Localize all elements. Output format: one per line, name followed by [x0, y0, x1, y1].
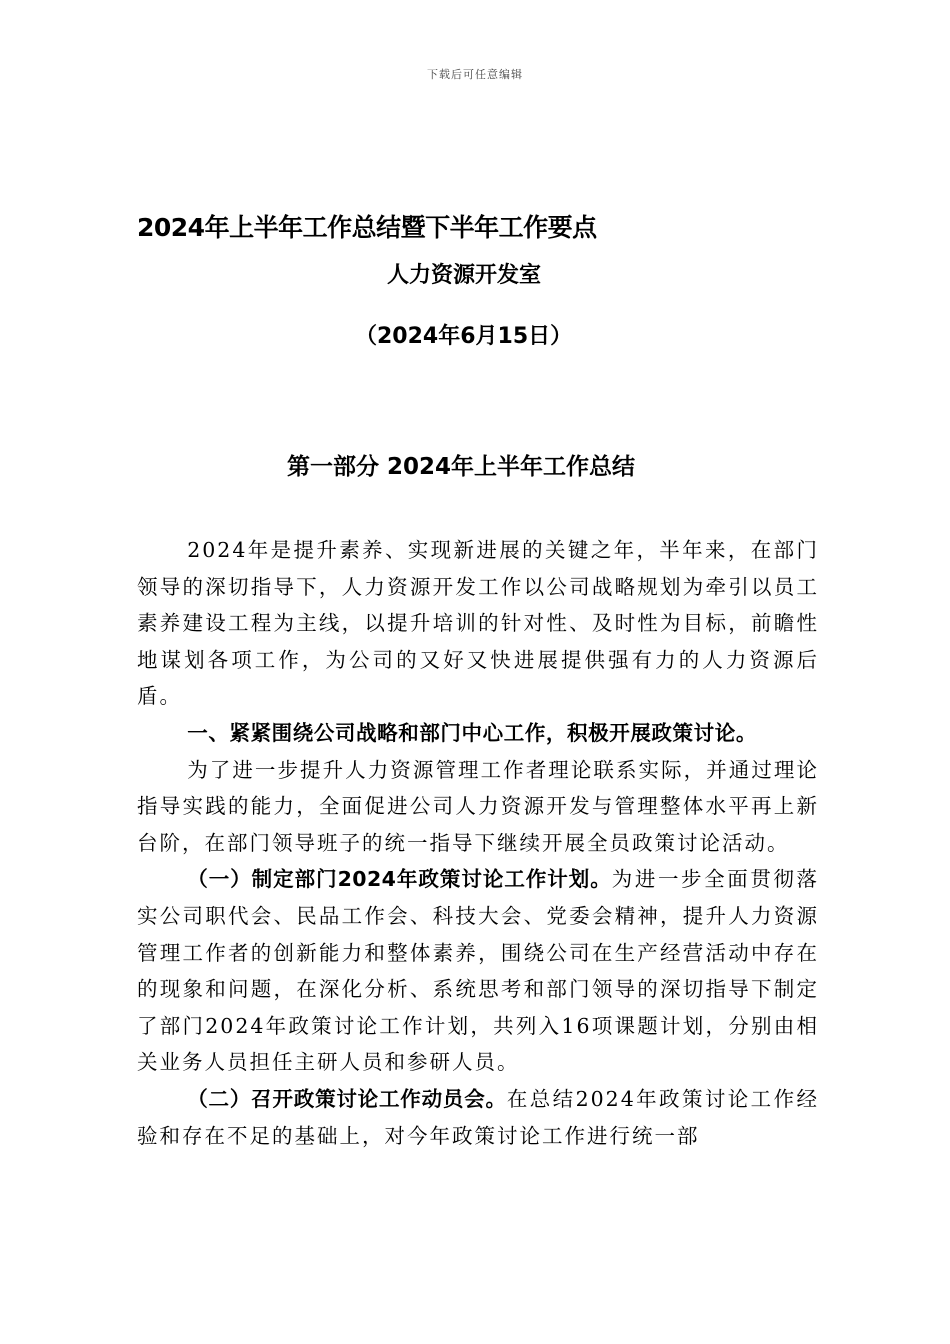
header-note: 下载后可任意编辑	[427, 68, 523, 81]
department-name: 人力资源开发室	[387, 263, 542, 288]
document-date: （2024年6月15日）	[355, 324, 573, 349]
item-one-lead: （一）制定部门2024年政策讨论工作计划。	[187, 867, 612, 892]
item-one-text: 为进一步全面贯彻落实公司职代会、民品工作会、科技大会、党委会精神，提升人力资源管理工作者的创新能力和整体素养，围绕公司在生产经营活动中存在的现象和问题，在深化分析、系统思考和部门领导的深切指导下制定了部门2024年政策讨论工作计划，共列入16项课题计划，分别由相关业务人员担任主研人员和参研人员。	[137, 867, 819, 1075]
document-body	[137, 532, 819, 1154]
section-one-heading: 一、紧紧围绕公司战略和部门中心工作，积极开展政策讨论。	[187, 720, 757, 745]
item-one-paragraph	[137, 861, 819, 1081]
section-one-paragraph: 为了进一步提升人力资源管理工作者理论联系实际，并通过理论指导实践的能力，全面促进公司人力资源开发与管理整体水平再上新台阶，在部门领导班子的统一指导下继续开展全员政策讨论活动。	[137, 757, 819, 855]
part-one-heading: 第一部分 2024年上半年工作总结	[287, 454, 636, 480]
item-two-lead: （二）召开政策讨论工作动员会。	[187, 1086, 507, 1111]
item-two-text: 在总结2024年政策讨论工作经验和存在不足的基础上，对今年政策讨论工作进行统一部	[137, 1086, 820, 1148]
intro-paragraph: 2024年是提升素养、实现新进展的关键之年，半年来，在部门领导的深切指导下，人力资源开发工作以公司战略规划为牵引以员工素养建设工程为主线，以提升培训的针对性、及时性为目标，前瞻性地谋划各项工作，为公司的又好又快进展提供强有力的人力资源后盾。	[137, 538, 819, 709]
document-title: 2024年上半年工作总结暨下半年工作要点	[137, 213, 597, 242]
item-two-paragraph	[137, 1081, 819, 1154]
